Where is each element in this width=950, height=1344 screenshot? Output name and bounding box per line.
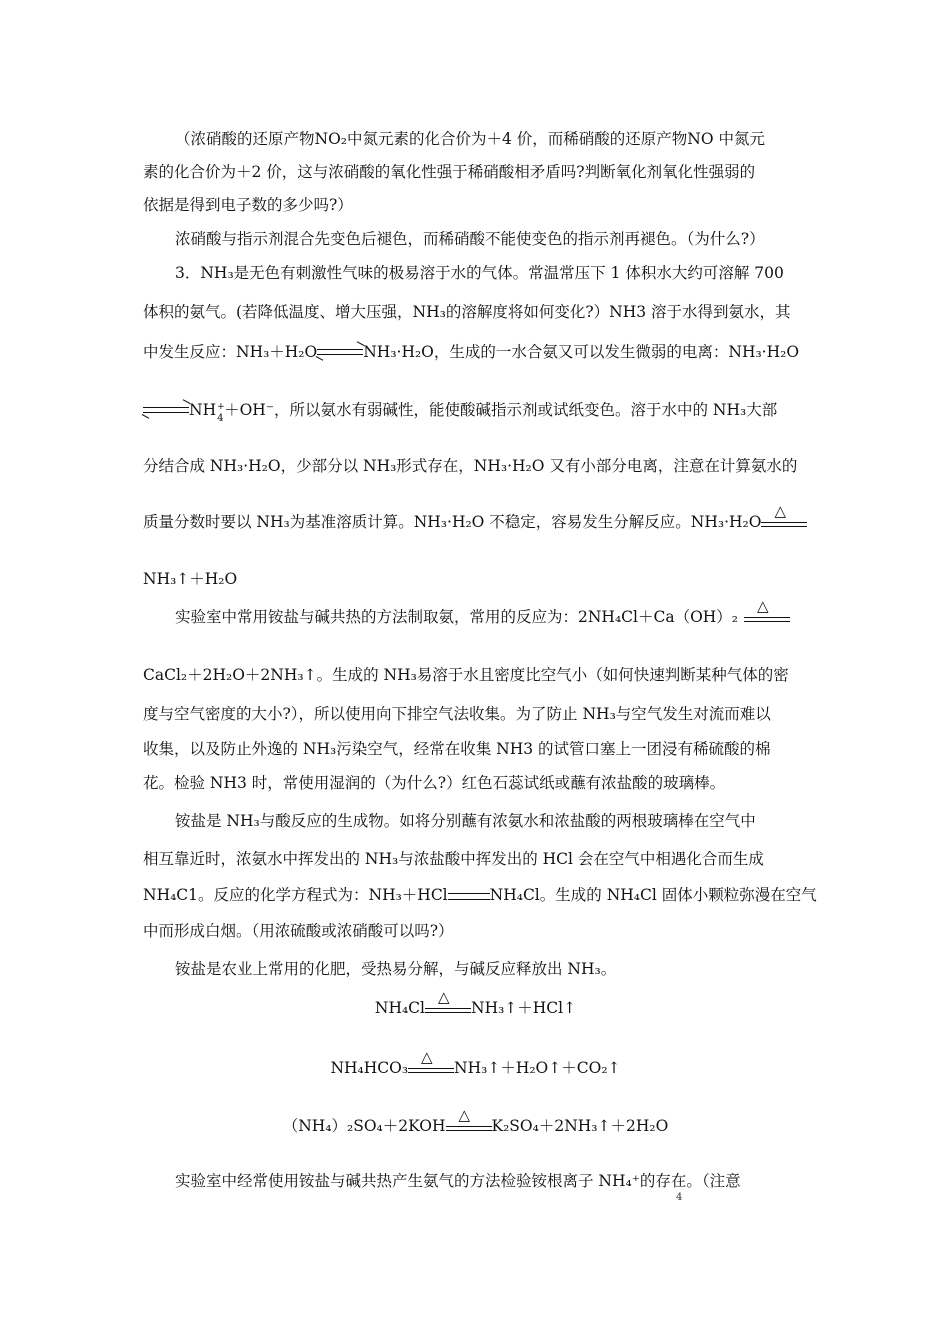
para6: 铵盐是农业上常用的化肥，受热易分解，与碱反应释放出 NH₃。 — [175, 960, 617, 978]
para3-line2: 体积的氨气。(若降低温度、增大压强，NH₃的溶解度将如何变化?）NH3 溶于水得到氨水，其 — [143, 303, 791, 321]
eq2-left: NH₄HCO₃ — [330, 1059, 409, 1077]
para1-line1: （浓硝酸的还原产物NO₂中氮元素的化合价为＋4 价，而稀硝酸的还原产物NO 中氮元 — [175, 130, 765, 148]
para4-line1 — [143, 597, 840, 629]
para4-line2: CaCl₂＋2H₂O＋2NH₃↑。生成的 NH₃易溶于水且密度比空气小（如何快速判断某种气体的密 — [143, 666, 789, 684]
para4-line4: 收集，以及防止外逸的 NH₃污染空气，经常在收集 NH3 的试管口塞上一团浸有稀硫酸的棉 — [143, 740, 771, 758]
eq2-right: NH₃↑＋H₂O↑＋CO₂↑ — [454, 1059, 621, 1077]
reversible-arrow-icon — [143, 404, 189, 418]
eq1-right: NH₃↑＋HCl↑ — [471, 999, 577, 1017]
para3-line1: 3．NH₃是无色有刺激性气味的极易溶于水的气体。常温常压下 1 体积水大约可溶解 700 — [175, 264, 784, 282]
para7: 实验室中经常使用铵盐与碱共热产生氨气的方法检验铵根离子 NH₄⁺的存在。（注意 — [175, 1172, 741, 1190]
para5-line3 — [143, 884, 817, 906]
reaction-right: NH₃·H₂O，生成的一水合氨又可以发生微弱的电离：NH₃·H₂O — [363, 343, 800, 361]
heat-equals-sign-icon: △ — [408, 1058, 454, 1080]
reaction-left: 中发生反应：NH₃＋H₂O — [143, 343, 318, 361]
para4-line3: 度与空气密度的大小?），所以使用向下排空气法收集。为了防止 NH₃与空气发生对流而难以 — [143, 705, 771, 723]
eq3-left: （NH₄）₂SO₄＋2KOH — [282, 1117, 446, 1135]
para5-line4: 中而形成白烟。（用浓硫酸或浓硝酸可以吗?） — [143, 922, 454, 940]
para5-line2: 相互靠近时，浓氨水中挥发出的 NH₃与浓盐酸中挥发出的 HCl 会在空气中相遇化合而生成 — [143, 850, 764, 868]
equation-3 — [143, 1106, 808, 1138]
hcl-reaction-left: NH₄C1。反应的化学方程式为：NH₃＋HCl — [143, 886, 448, 904]
para3-line5: 分结合成 NH₃·H₂O，少部分以 NH₃形式存在，NH₃·H₂O 又有小部分电离，注意在计算氨水的 — [143, 457, 798, 475]
para1-line3: 依据是得到电子数的多少吗?） — [143, 196, 353, 214]
para3-line4-text: ＋OH⁻，所以氨水有弱碱性，能使酸碱指示剂或试纸变色。溶于水中的 NH₃大部 — [224, 401, 778, 419]
page-number: 4 — [676, 1192, 683, 1203]
heat-equals-sign-icon: △ — [425, 998, 471, 1020]
equals-sign-icon — [448, 893, 490, 900]
reversible-arrow-icon — [317, 346, 363, 360]
para4-line5: 花。检验 NH3 时，常使用湿润的（为什么?）红色石蕊试纸或蘸有浓盐酸的玻璃棒。 — [143, 774, 726, 792]
equation-2 — [143, 1048, 808, 1080]
para2: 浓硝酸与指示剂混合先变色后褪色，而稀硝酸不能使变色的指示剂再褪色。（为什么?） — [175, 230, 765, 248]
para3-line6 — [143, 502, 808, 534]
para3-line7: NH₃↑＋H₂O — [143, 570, 238, 588]
decomposition-text: 质量分数时要以 NH₃为基准溶质计算。NH₃·H₂O 不稳定，容易发生分解反应。NH₃·H₂O — [143, 513, 762, 531]
ammonium-symbol: NH — [189, 401, 217, 419]
para3-line4: NH + 4 ＋OH⁻，所以氨水有弱碱性，能使酸碱指示剂或试纸变色。溶于水中的 NH₃大部 — [143, 399, 808, 421]
para1-line2: 素的化合价为＋2 价，这与浓硝酸的氧化性强于稀硝酸相矛盾吗?判断氧化剂氧化性强弱的 — [143, 163, 756, 181]
para3-line3 — [143, 341, 808, 363]
heat-equals-sign-icon: △ — [761, 512, 807, 534]
heat-equals-sign-icon: △ — [744, 607, 790, 629]
eq1-left: NH₄Cl — [374, 999, 425, 1017]
equation-1 — [143, 988, 808, 1020]
heat-equals-sign-icon: △ — [446, 1116, 492, 1138]
lab-prep-text: 实验室中常用铵盐与碱共热的方法制取氨，常用的反应为：2NH₄Cl＋Ca（OH）₂ — [175, 608, 739, 626]
para5-line1: 铵盐是 NH₃与酸反应的生成物。如将分别蘸有浓氨水和浓盐酸的两根玻璃棒在空气中 — [175, 812, 756, 830]
hcl-reaction-right: NH₄Cl。生成的 NH₄Cl 固体小颗粒弥漫在空气 — [489, 886, 817, 904]
eq3-right: K₂SO₄＋2NH₃↑＋2H₂O — [491, 1117, 669, 1135]
